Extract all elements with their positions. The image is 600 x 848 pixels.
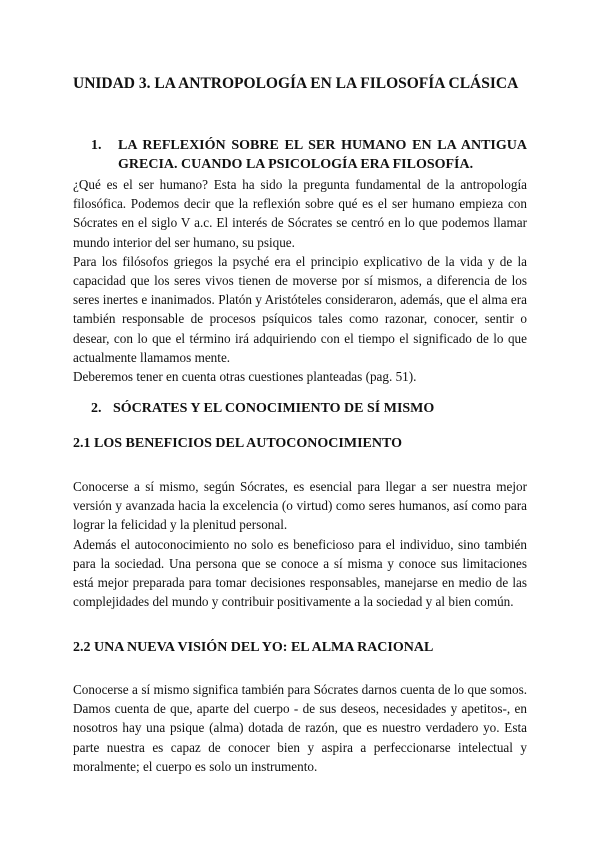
section-2-heading bbox=[91, 399, 527, 418]
subsection-2-1-title: 2.1 LOS BENEFICIOS DEL AUTOCONOCIMIENTO bbox=[73, 436, 402, 451]
subsection-2-2-title: 2.2 UNA NUEVA VISIÓN DEL YO: EL ALMA RACIONAL bbox=[73, 640, 434, 655]
unit-title: UNIDAD 3. LA ANTROPOLOGÍA EN LA FILOSOFÍA CLÁSICA bbox=[73, 75, 519, 92]
subsection-2-2-body bbox=[73, 680, 527, 776]
section-2-number: 2. bbox=[91, 401, 102, 416]
paragraph: Además el autoconocimiento no solo es beneficioso para el individuo, sino también para la sociedad. Una persona que se conoce a sí misma y conoce sus limitaciones está mejor preparada para tomar decisiones responsables, manejarse en medio de las complejidades del mundo y contribuir positivamente a la sociedad y al bien común. bbox=[73, 536, 527, 610]
section-1-heading bbox=[91, 136, 527, 174]
paragraph: Para los filósofos griegos la psyché era el principio explicativo de la vida y de la capacidad que los seres vivos tienen de moverse por sí mismos, a diferencia de los seres inertes e inanimados. Platón y Aristóteles consideraron, además, que el alma era también responsable de procesos psíquicos tales como razonar, conocer, sentir o desear, con lo que el término irá adquiriendo con el tiempo el significado de lo que actualmente llamamos mente. bbox=[73, 253, 527, 365]
section-2-title: SÓCRATES Y EL CONOCIMIENTO DE SÍ MISMO bbox=[113, 401, 435, 416]
section-1-body bbox=[73, 175, 527, 386]
paragraph: Conocerse a sí mismo, según Sócrates, es esencial para llegar a ser nuestra mejor versión y avanzada hacia la excelencia (o virtud) como seres humanos, así como para lograr la felicidad y la plenitud personal. bbox=[73, 479, 527, 533]
subsection-2-1-body bbox=[73, 477, 527, 611]
paragraph: Deberemos tener en cuenta otras cuestiones planteadas (pag. 51). bbox=[73, 369, 417, 385]
section-1-number: 1. bbox=[91, 138, 102, 153]
paragraph: Conocerse a sí mismo significa también para Sócrates darnos cuenta de lo que somos. Damos cuenta de que, aparte del cuerpo - de sus deseos, necesidades y apetitos-, en nosotros hay una psique (alma) dotada de razón, que es nuestro verdadero yo. Esta parte nuestra es capaz de conocer bien y aspira a perfeccionarse intelectual y moralmente; el cuerpo es solo un instrumento. bbox=[73, 682, 527, 774]
paragraph: ¿Qué es el ser humano? Esta ha sido la pregunta fundamental de la antropología filosófica. Podemos decir que la reflexión sobre qué es el ser humano empieza con Sócrates en el siglo V a.c. El interés de Sócrates se centró en lo que podemos llamar mundo interior del ser humano, su psique. bbox=[73, 177, 527, 250]
section-1-title: LA REFLEXIÓN SOBRE EL SER HUMANO EN LA ANTIGUA GRECIA. CUANDO LA PSICOLOGÍA ERA FILOSOFÍA. bbox=[118, 138, 527, 172]
